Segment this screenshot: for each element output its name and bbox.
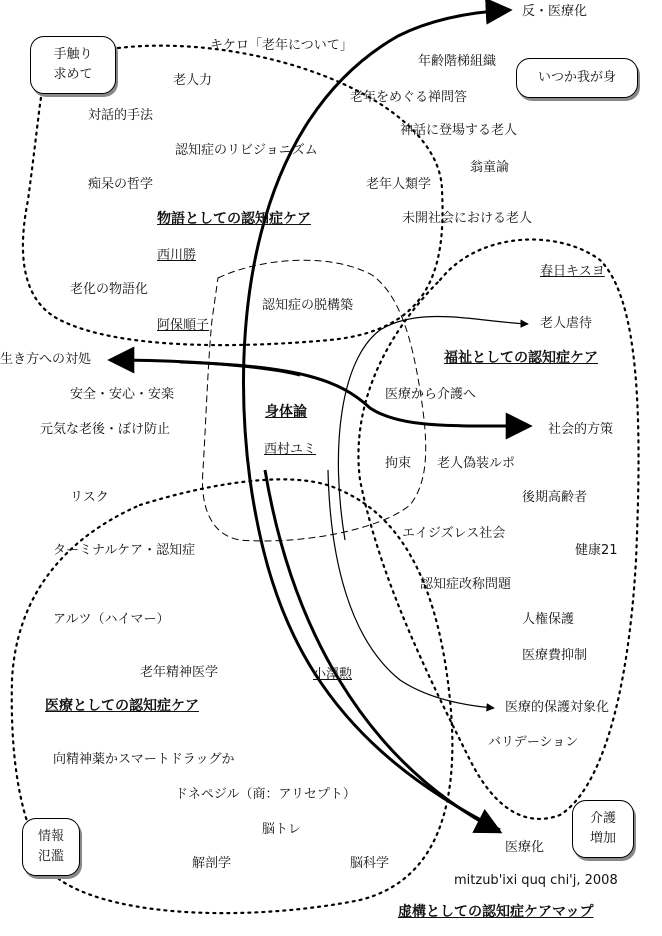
- person-nishimura: 西村ユミ: [264, 442, 317, 457]
- term-ageless-society: エイジズレス社会: [402, 526, 506, 541]
- map-title: 虚構としての認知症ケアマップ: [398, 904, 594, 920]
- box-seeking-touch: [30, 36, 116, 94]
- box-seeking-touch-line2: 求めて: [53, 67, 93, 82]
- term-gerontology-anthro: 老年人類学: [366, 177, 432, 192]
- box-info-flood-line1: 情報: [37, 829, 64, 844]
- term-kikero: キケロ「老年について」: [210, 38, 353, 53]
- person-kasuga: 春日キスヨ: [540, 264, 605, 279]
- term-human-rights: 人権保護: [522, 612, 575, 627]
- term-aging-narrative: 老化の物語化: [70, 282, 149, 297]
- box-info-flood: [22, 818, 80, 876]
- term-zen-dialogue: 老年をめぐる禅問答: [350, 90, 468, 105]
- term-dialogue-method: 対話的手法: [88, 108, 154, 123]
- term-healthy-aging: 元気な老後・ぼけ防止: [40, 422, 171, 437]
- term-health21: 健康21: [575, 543, 618, 558]
- box-someday-me: [516, 58, 638, 98]
- term-disguise-report: 老人偽装ルポ: [437, 456, 516, 471]
- term-medical-protection: 医療的保護対象化: [505, 700, 610, 715]
- person-nishikawa: 西川勝: [157, 248, 197, 263]
- person-ozawa: 小澤勲: [313, 667, 353, 682]
- term-roujinryoku: 老人力: [173, 73, 213, 88]
- term-mythic-elder: 神話に登場する老人: [400, 123, 518, 138]
- heading-narrative-care: 物語としての認知症ケア: [157, 211, 311, 227]
- term-medical-to-care: 医療から介護へ: [385, 387, 477, 402]
- pole-way-of-life: 生き方への対処: [0, 352, 92, 367]
- term-elder-abuse: 老人虐待: [540, 316, 593, 331]
- term-geriatric-psychiatry: 老年精神医学: [140, 665, 219, 680]
- term-safety: 安全・安心・安楽: [70, 387, 175, 402]
- pole-anti-medicalization: 反・医療化: [522, 4, 588, 19]
- axis-arrow-social-measures: [180, 362, 530, 426]
- box-info-flood-line2: 氾濫: [37, 849, 64, 864]
- term-age-grade: 年齢階梯組織: [418, 54, 497, 69]
- box-care-increase-line2: 増加: [589, 831, 616, 846]
- term-validation: バリデーション: [488, 735, 579, 750]
- term-renaming-issue: 認知症改称問題: [420, 577, 512, 592]
- term-terminal-care: ターミナルケア・認知症: [53, 543, 196, 558]
- term-alzheimer: アルツ（ハイマー）: [53, 612, 170, 627]
- heading-medical-care: 医療としての認知症ケア: [45, 698, 199, 714]
- term-neuroscience: 脳科学: [350, 856, 390, 871]
- term-medical-cost: 医療費抑制: [522, 648, 588, 663]
- term-late-elderly: 後期高齢者: [522, 490, 588, 505]
- box-care-increase: [572, 800, 634, 858]
- box-someday-me-label: いつか我が身: [537, 70, 616, 85]
- term-donepezil: ドネペジル（商：アリセプト）: [175, 787, 356, 802]
- person-abo: 阿保順子: [157, 318, 210, 333]
- term-dementia-philosophy: 痴呆の哲学: [88, 177, 154, 192]
- term-anatomy: 解剖学: [192, 856, 232, 871]
- heading-body-theory: 身体論: [265, 404, 307, 420]
- box-seeking-touch-line1: 手触り: [53, 47, 93, 62]
- box-care-increase-line1: 介護: [589, 811, 616, 826]
- term-primitive-society: 未開社会における老人: [402, 211, 533, 226]
- term-restraint: 拘束: [385, 456, 412, 471]
- term-risk: リスク: [70, 490, 109, 505]
- term-psychotropic: 向精神薬かスマートドラッグか: [53, 752, 235, 767]
- term-revisionism: 認知症のリビジョニズム: [175, 143, 318, 158]
- pole-medicalization: 医療化: [505, 840, 545, 855]
- heading-welfare-care: 福祉としての認知症ケア: [444, 350, 598, 366]
- term-brain-training: 脳トレ: [262, 822, 302, 837]
- pole-social-measures: 社会的方策: [548, 422, 614, 437]
- term-deconstruction: 認知症の脱構築: [262, 298, 354, 313]
- term-oudou: 翁童論: [470, 160, 510, 175]
- credit-line: mitzub'ixi quq chi'j, 2008: [454, 873, 618, 888]
